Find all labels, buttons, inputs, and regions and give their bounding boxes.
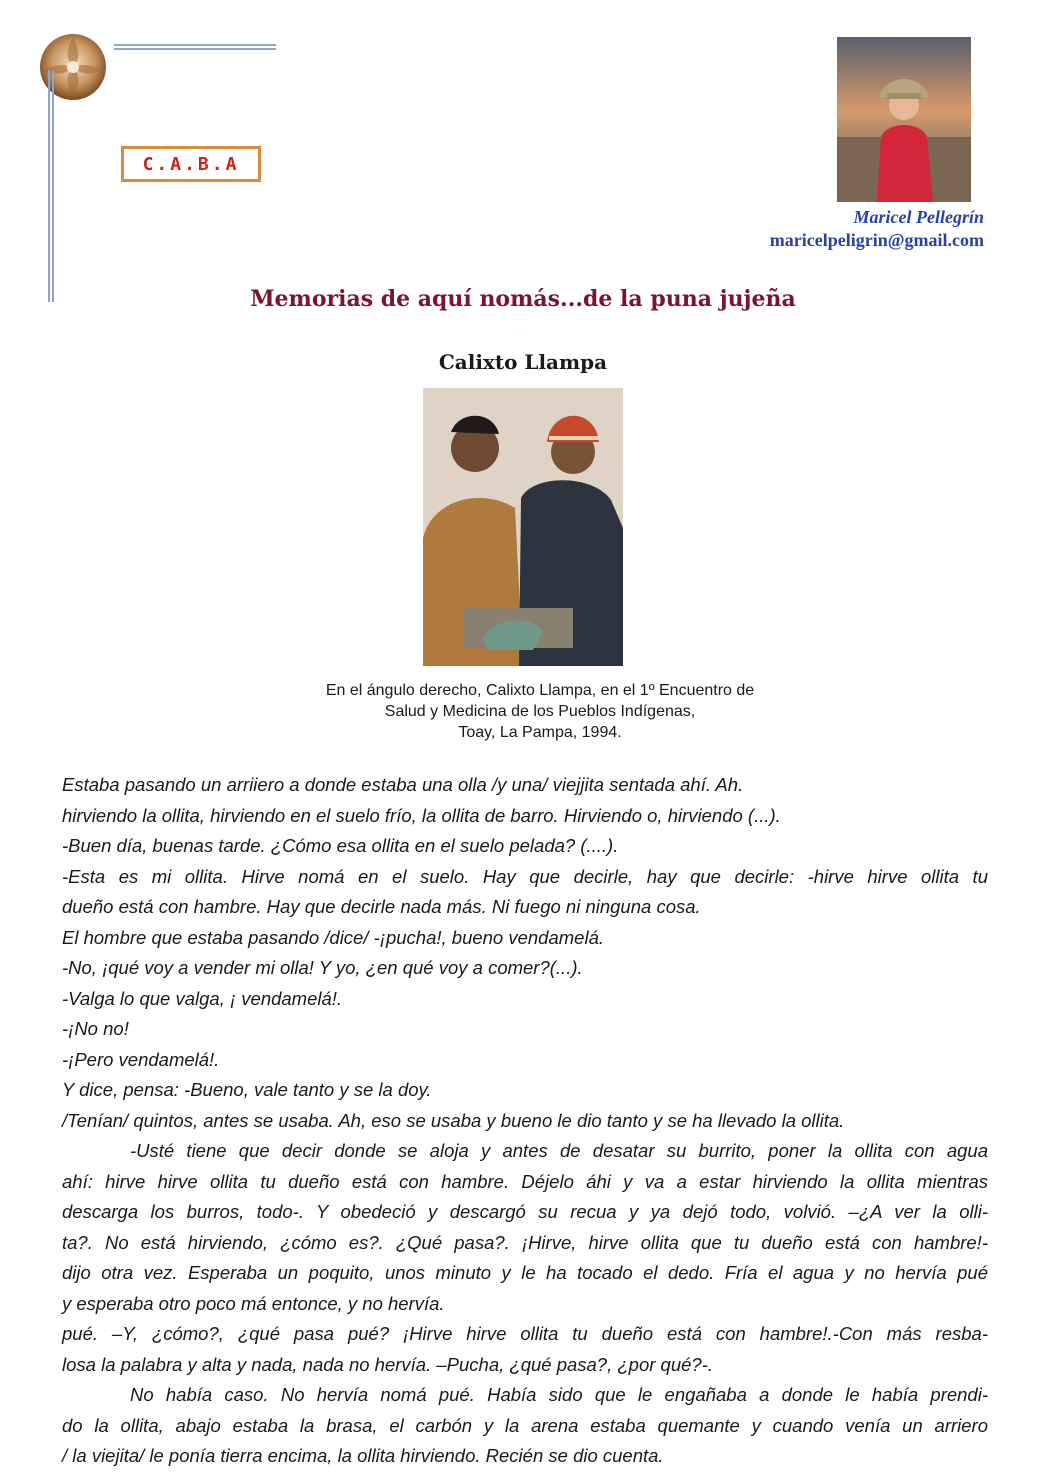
body-line: dijo otra vez. Esperaba un poquito, unos minuto y le ha tocado el dedo. Fría el agua y no hervía pué — [62, 1262, 988, 1283]
body-line: El hombre que estaba pasando /dice/ -¡pucha!, bueno vendamelá. — [62, 926, 605, 948]
body-line: hirviendo la ollita, hirviendo en el suelo frío, la ollita de barro. Hirviendo o, hirviendo (...). — [62, 804, 781, 826]
body-line: pué. –Y, ¿cómo?, ¿qué pasa pué? ¡Hirve hirve ollita tu dueño está con hambre!.-Con más resba- — [62, 1323, 988, 1344]
article-subtitle: Calixto Llampa — [438, 350, 608, 374]
caption-line: En el ángulo derecho, Calixto Llampa, en el 1º Encuentro de — [325, 682, 755, 699]
body-line: -Usté tiene que decir donde se aloja y antes de desatar su burrito, poner la ollita con agua — [130, 1140, 988, 1161]
region-badge — [121, 146, 261, 182]
body-line: -Esta es mi ollita. Hirve nomá en el suelo. Hay que decirle, hay que decirle: -hirve hirve ollita tu — [62, 865, 988, 887]
article-body — [62, 770, 988, 1472]
photo-caption — [180, 680, 900, 743]
body-line: dueño está con hambre. Hay que decirle nada más. Ni fuego ni ninguna cosa. — [62, 896, 701, 917]
body-line: -¡Pero vendamelá!. — [62, 1048, 220, 1070]
body-line: descarga los burros, todo-. Y obedeció y descargó su recua y ya dejó todo, volvió. –¿A ver la olli- — [62, 1201, 988, 1222]
author-email[interactable]: maricelpeligrin@gmail.com — [769, 230, 984, 250]
body-line: -Buen día, buenas tarde. ¿Cómo esa ollita en el suelo pelada? (....). — [62, 835, 619, 856]
body-line: No había caso. No hervía nomá pué. Había sido que le engañaba a donde le había prendi- — [130, 1384, 988, 1405]
body-line: -Valga lo que valga, ¡ vendamelá!. — [62, 987, 343, 1009]
author-portrait — [837, 37, 971, 202]
region-badge-label: C.A.B.A — [142, 153, 240, 175]
caption-line: Salud y Medicina de los Pueblos Indígenas, — [384, 703, 696, 720]
header-rule-left — [48, 70, 50, 302]
header-rule-left — [52, 70, 54, 302]
author-name: Maricel Pellegrín — [853, 207, 984, 227]
article-title: Memorias de aquí nomás...de la puna jujeña — [250, 286, 796, 312]
body-line: losa la palabra y alta y nada, nada no hervía. –Pucha, ¿qué pasa?, ¿por qué?-. — [62, 1353, 714, 1375]
body-line: y esperaba otro poco má entonce, y no hervía. — [62, 1292, 445, 1314]
body-line: Estaba pasando un arriiero a donde estaba una olla /y una/ viejjita sentada ahí. Ah. — [62, 774, 744, 795]
body-line: Y dice, pensa: -Bueno, vale tanto y se la doy. — [62, 1079, 432, 1100]
body-line: -¡No no! — [62, 1018, 129, 1039]
body-line: ta?. No está hirviendo, ¿cómo es?. ¿Qué pasa?. ¡Hirve, hirve ollita que tu dueño está con hambre!- — [62, 1231, 988, 1253]
body-line: ahí: hirve hirve ollita tu dueño está con hambre. Déjelo áhi y va a estar hirviendo la ollita mientras — [62, 1170, 988, 1192]
caption-line: Toay, La Pampa, 1994. — [458, 724, 622, 741]
body-line: /Tenían/ quintos, antes se usaba. Ah, eso se usaba y bueno le dio tanto y se ha llevado la ollita. — [62, 1109, 845, 1131]
body-line: / la viejita/ le ponía tierra encima, la ollita hirviendo. Recién se dio cuenta. — [62, 1445, 664, 1466]
header-rule-top — [114, 44, 276, 46]
article-photo — [423, 388, 623, 666]
body-line: -No, ¡qué voy a vender mi olla! Y yo, ¿en qué voy a comer?(...). — [62, 957, 583, 978]
header-rule-top — [114, 48, 276, 50]
body-line: do la ollita, abajo estaba la brasa, el carbón y la arena estaba quemante y cuando venía un arriero — [62, 1414, 988, 1436]
